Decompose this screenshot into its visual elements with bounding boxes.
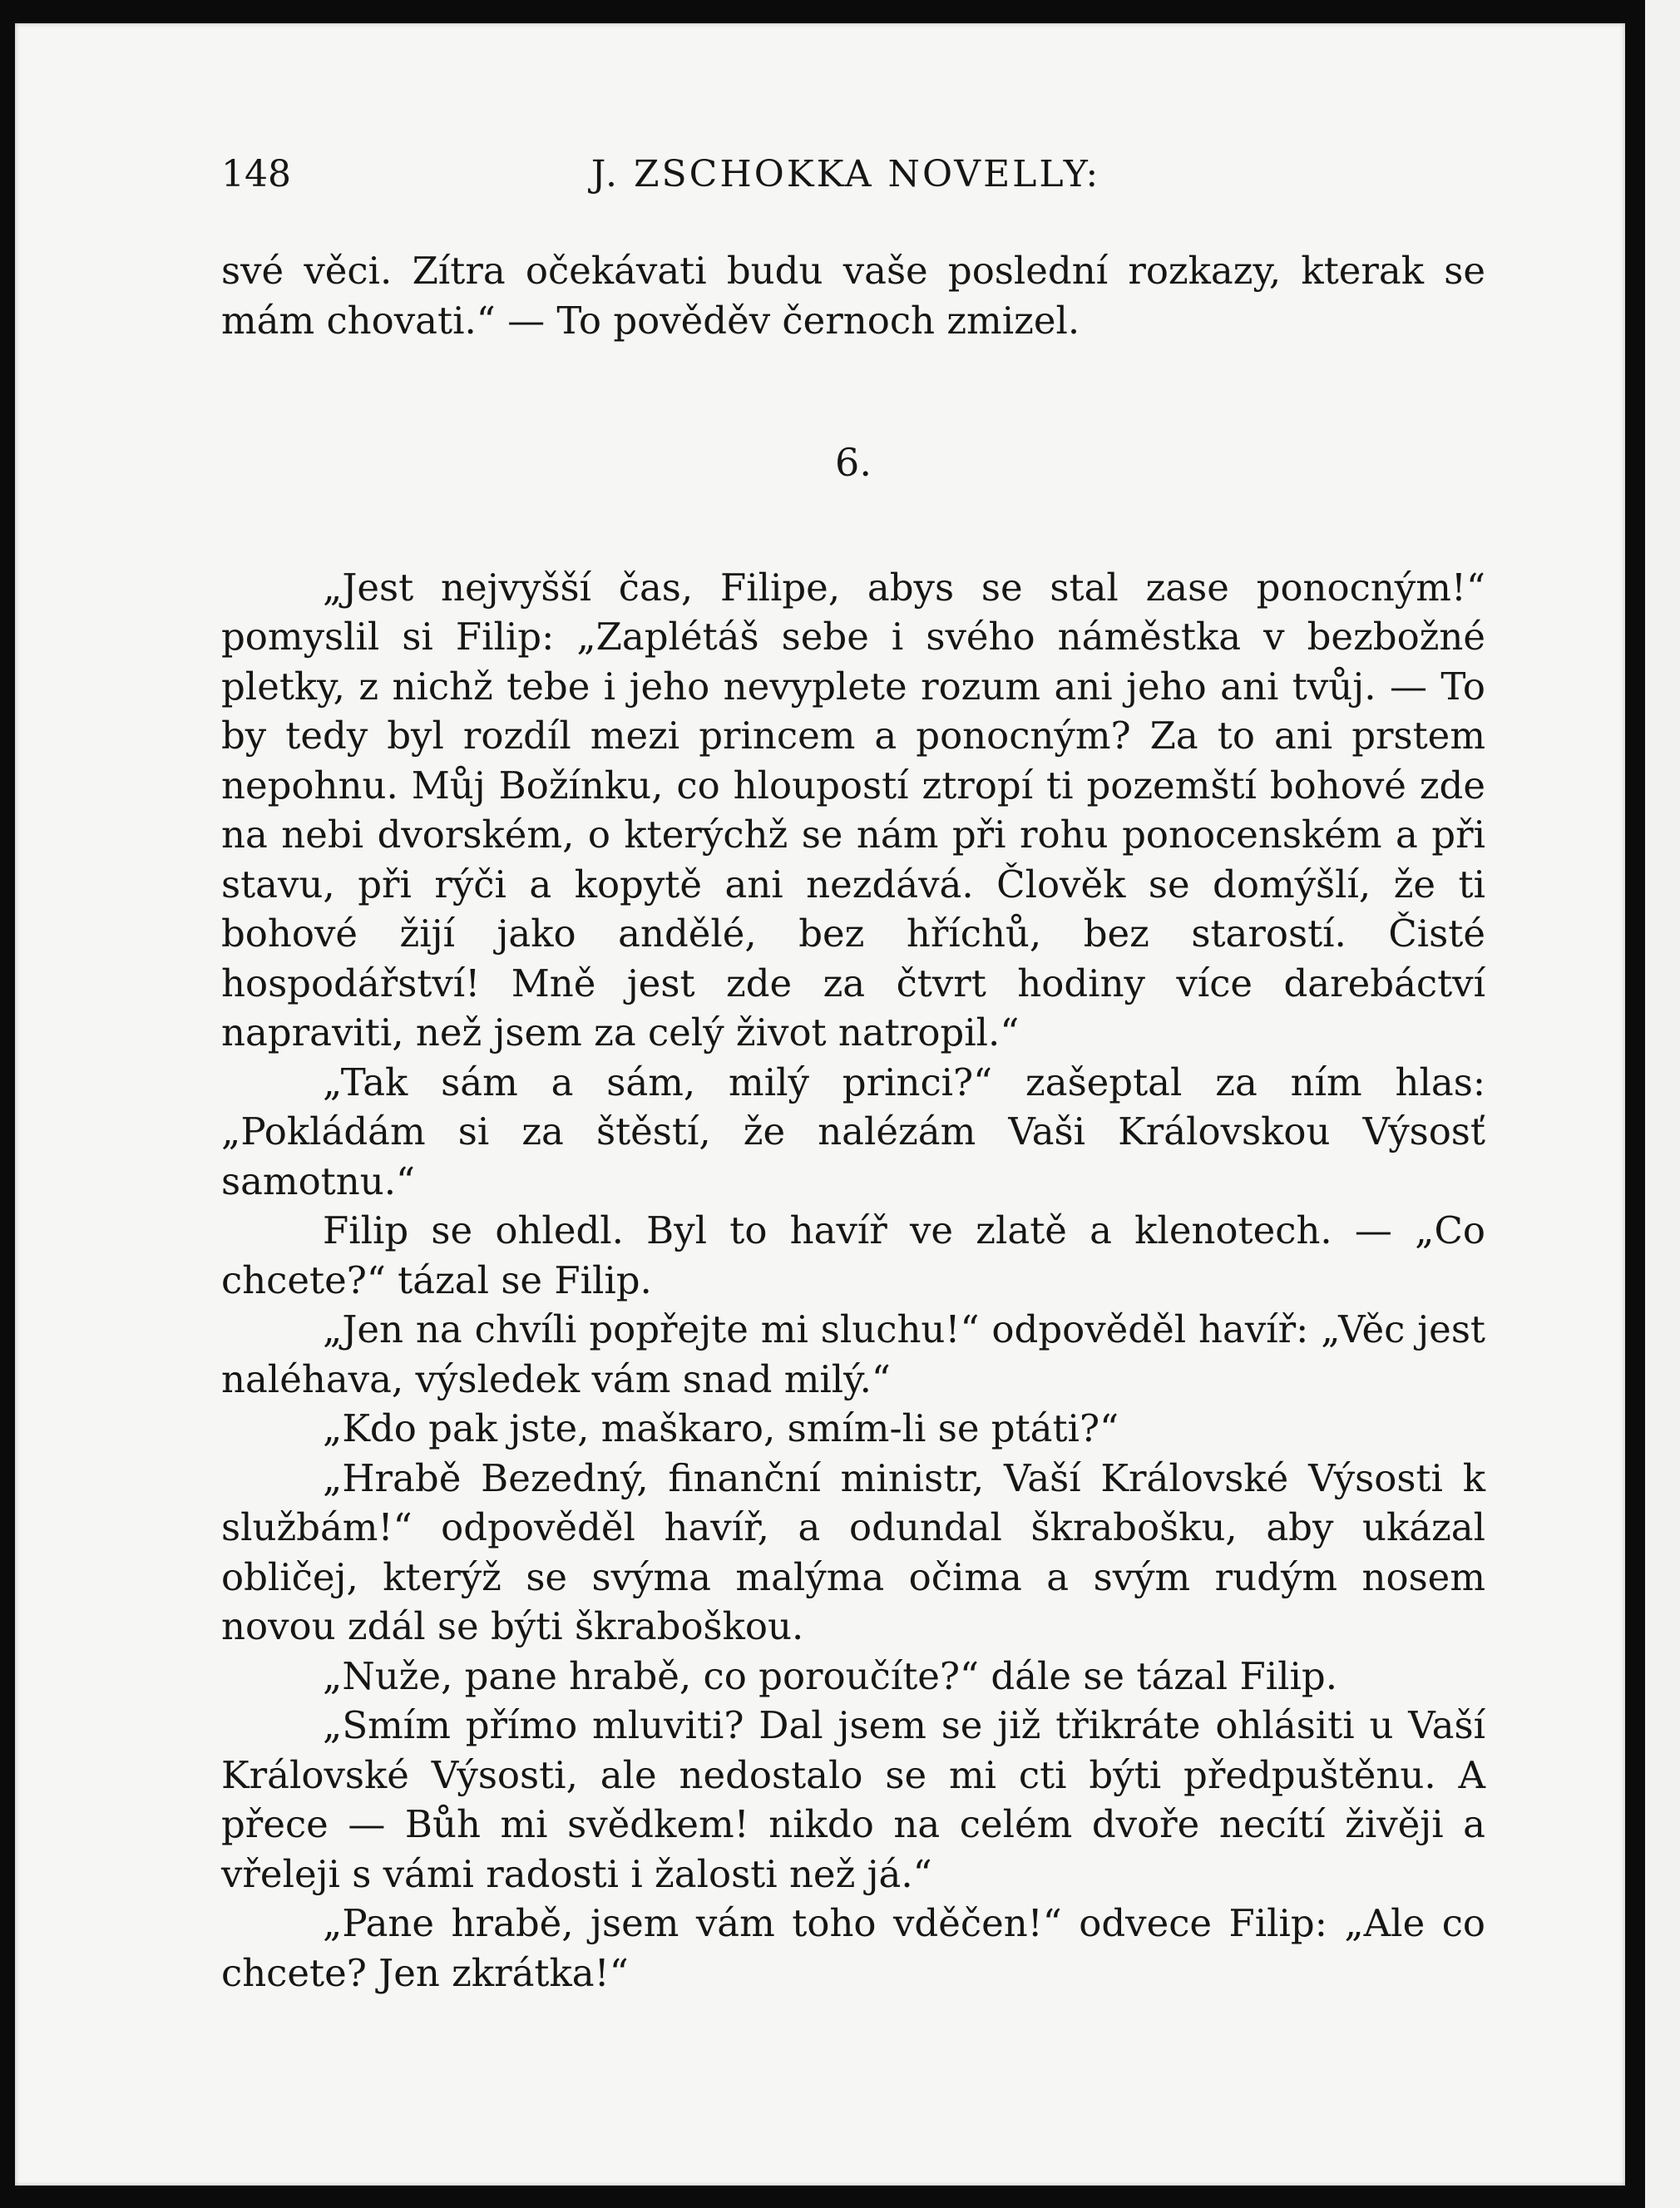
page-header bbox=[206, 150, 1485, 200]
adjacent-page-edge bbox=[1637, 0, 1680, 2208]
book-page bbox=[15, 23, 1625, 2186]
body-text bbox=[221, 246, 1485, 1998]
running-head: J. ZSCHOKKA NOVELLY: bbox=[590, 153, 1101, 195]
paragraph: „Jest nejvyšší čas, Filipe, abys se stal zase ponocným!“ pomyslil si Filip: „Zaplétáš sebe i svého náměstka v bezbožné pletky, z nichž tebe i jeho nevyplete rozum ani jeho ani tvůj. — To by tedy byl rozdíl mezi princem a ponocným? Za to ani prstem nepohnu. Můj Božínku, co hloupostí ztropí ti pozemští bohové zde na nebi dvorském, o kterýchž se nám při rohu ponocenském a při stavu, při rýči a kopytě ani nezdává. Člověk se domýšlí, že ti bohové žijí jako andělé, bez hříchů, bez starostí. Čisté hospodářství! Mně jest zde za čtvrt hodiny více darebáctví napraviti, než jsem za celý život natropil.“ bbox=[221, 565, 1485, 1055]
paragraph: „Pane hrabě, jsem vám toho vděčen!“ odvece Filip: „Ale co chcete? Jen zkrátka!“ bbox=[221, 1901, 1485, 1995]
paragraph: „Hrabě Bezedný, finanční ministr, Vaší Královské Výsosti k službám!“ odpověděl havíř, a odundal škrabošku, aby ukázal obličej, kterýž se svýma malýma očima a svým rudým nosem novou zdál se býti škraboškou. bbox=[221, 1455, 1485, 1648]
paragraph: „Jen na chvíli popřejte mi sluchu!“ odpověděl havíř: „Věc jest naléhava, výsledek vám snad milý.“ bbox=[221, 1307, 1485, 1401]
paragraph: „Kdo pak jste, maškaro, smím-li se ptáti?“ bbox=[323, 1406, 1119, 1450]
page-number: 148 bbox=[221, 153, 291, 195]
paragraph: „Smím přímo mluviti? Dal jsem se již třikráte ohlásiti u Vaší Královské Výsosti, ale nedostalo se mi cti býti předpuštěnu. A přece — Bůh mi svědkem! nikdo na celém dvoře necítí živěji a vřeleji s vámi radosti i žalosti než já.“ bbox=[221, 1703, 1485, 1896]
paragraph: „Tak sám a sám, milý princi?“ zašeptal za ním hlas: „Pokládám si za štěstí, že nalézám Vaši Královskou Výsosť samotnu.“ bbox=[221, 1060, 1485, 1203]
section-number: 6. bbox=[835, 440, 872, 485]
paragraph: Filip se ohledl. Byl to havíř ve zlatě a klenotech. — „Co chcete?“ tázal se Filip. bbox=[221, 1208, 1485, 1302]
paragraph: „Nuže, pane hrabě, co poroučíte?“ dále se tázal Filip. bbox=[323, 1653, 1338, 1698]
paragraph-continuation: své věci. Zítra očekávati budu vaše poslední rozkazy, kterak se mám chovati.“ — To pověděv černoch zmizel. bbox=[221, 249, 1485, 343]
